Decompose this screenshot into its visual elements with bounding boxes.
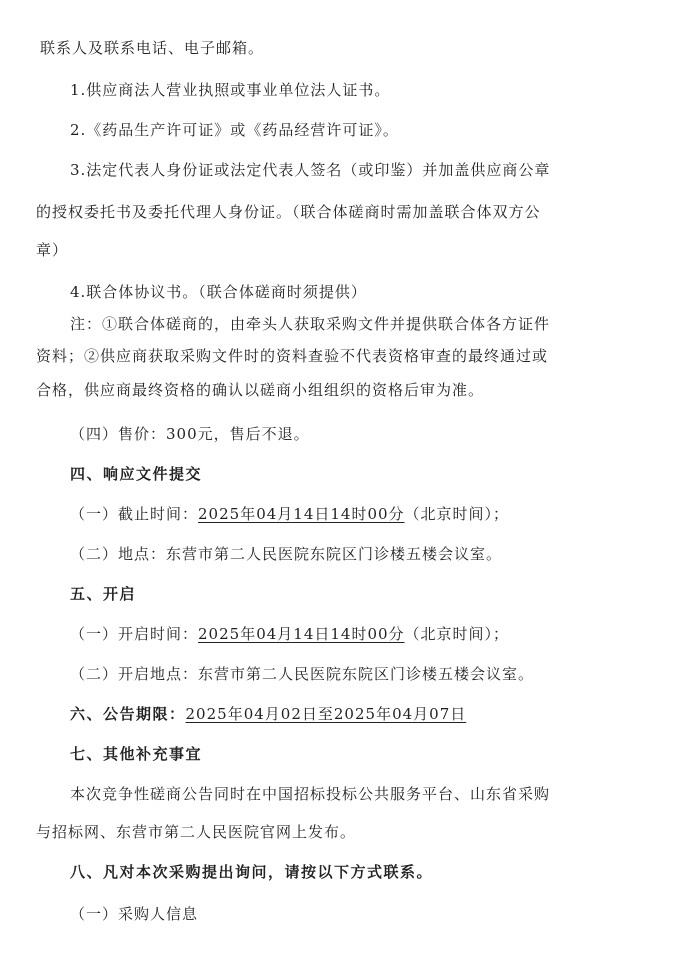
- location-line: [70, 544, 673, 564]
- section-heading: 八、凡对本次采购提出询问，请按以下方式联系。: [70, 863, 434, 881]
- text-line: （四）售价：300元，售后不退。: [70, 425, 310, 443]
- open-time-suffix: （北京时间）；: [404, 625, 510, 643]
- open-location-value: 东营市第二人民医院东院区门诊楼五楼会议室。: [198, 665, 535, 683]
- deadline-label: （一）截止时间：: [70, 505, 199, 523]
- open-location-label: （二）开启地点：: [70, 665, 199, 683]
- text-line: 4.联合体协议书。（联合体磋商时须提供）: [70, 283, 367, 301]
- deadline-value: 2025年04月14日14时00分: [198, 505, 405, 523]
- text-line: （一）采购人信息: [70, 905, 199, 923]
- notice-period-line: [70, 704, 673, 724]
- notice-period-start: 2025年04月02日: [185, 705, 318, 723]
- notice-period-to: 至: [317, 705, 334, 723]
- open-time-label: （一）开启时间：: [70, 625, 199, 643]
- notice-period-label: 六、公告期限：: [70, 705, 186, 723]
- text-line: 联系人及联系电话、电子邮箱。: [40, 39, 265, 57]
- text-line: 的授权委托书及委托代理人身份证。（联合体磋商时需加盖联合体双方公: [36, 203, 541, 221]
- text-line: 资料；②供应商获取采购文件时的资料查验不代表资格审查的最终通过或: [36, 347, 549, 365]
- notice-period-end: 2025年04月07日: [333, 705, 467, 723]
- open-location-line: [70, 664, 673, 684]
- text-line: 与招标网、东营市第二人民医院官网上发布。: [36, 823, 357, 841]
- text-line: 3.法定代表人身份证或法定代表人签名（或印鉴）并加盖供应商公章: [70, 161, 551, 179]
- text-line: 合格，供应商最终资格的确认以磋商小组组织的资格后审为准。: [36, 381, 485, 399]
- section-heading: 七、其他补充事宜: [70, 745, 203, 763]
- text-line: 注：①联合体磋商的，由牵头人获取采购文件并提供联合体各方证件: [70, 315, 551, 333]
- open-time-value: 2025年04月14日14时00分: [198, 625, 405, 643]
- text-line: 1.供应商法人营业执照或事业单位法人证书。: [70, 81, 391, 99]
- section-heading: 四、响应文件提交: [70, 465, 203, 483]
- open-time-line: [70, 624, 673, 644]
- text-line: 本次竞争性磋商公告同时在中国招标投标公共服务平台、山东省采购: [70, 785, 551, 803]
- deadline-line: [70, 504, 673, 524]
- location-value: 东营市第二人民医院东院区门诊楼五楼会议室。: [166, 545, 503, 563]
- deadline-suffix: （北京时间）；: [404, 505, 510, 523]
- location-label: （二）地点：: [70, 545, 167, 563]
- text-line: 2.《药品生产许可证》或《药品经营许可证》。: [70, 121, 399, 139]
- text-line: 章）: [36, 241, 69, 259]
- section-heading: 五、开启: [70, 585, 137, 603]
